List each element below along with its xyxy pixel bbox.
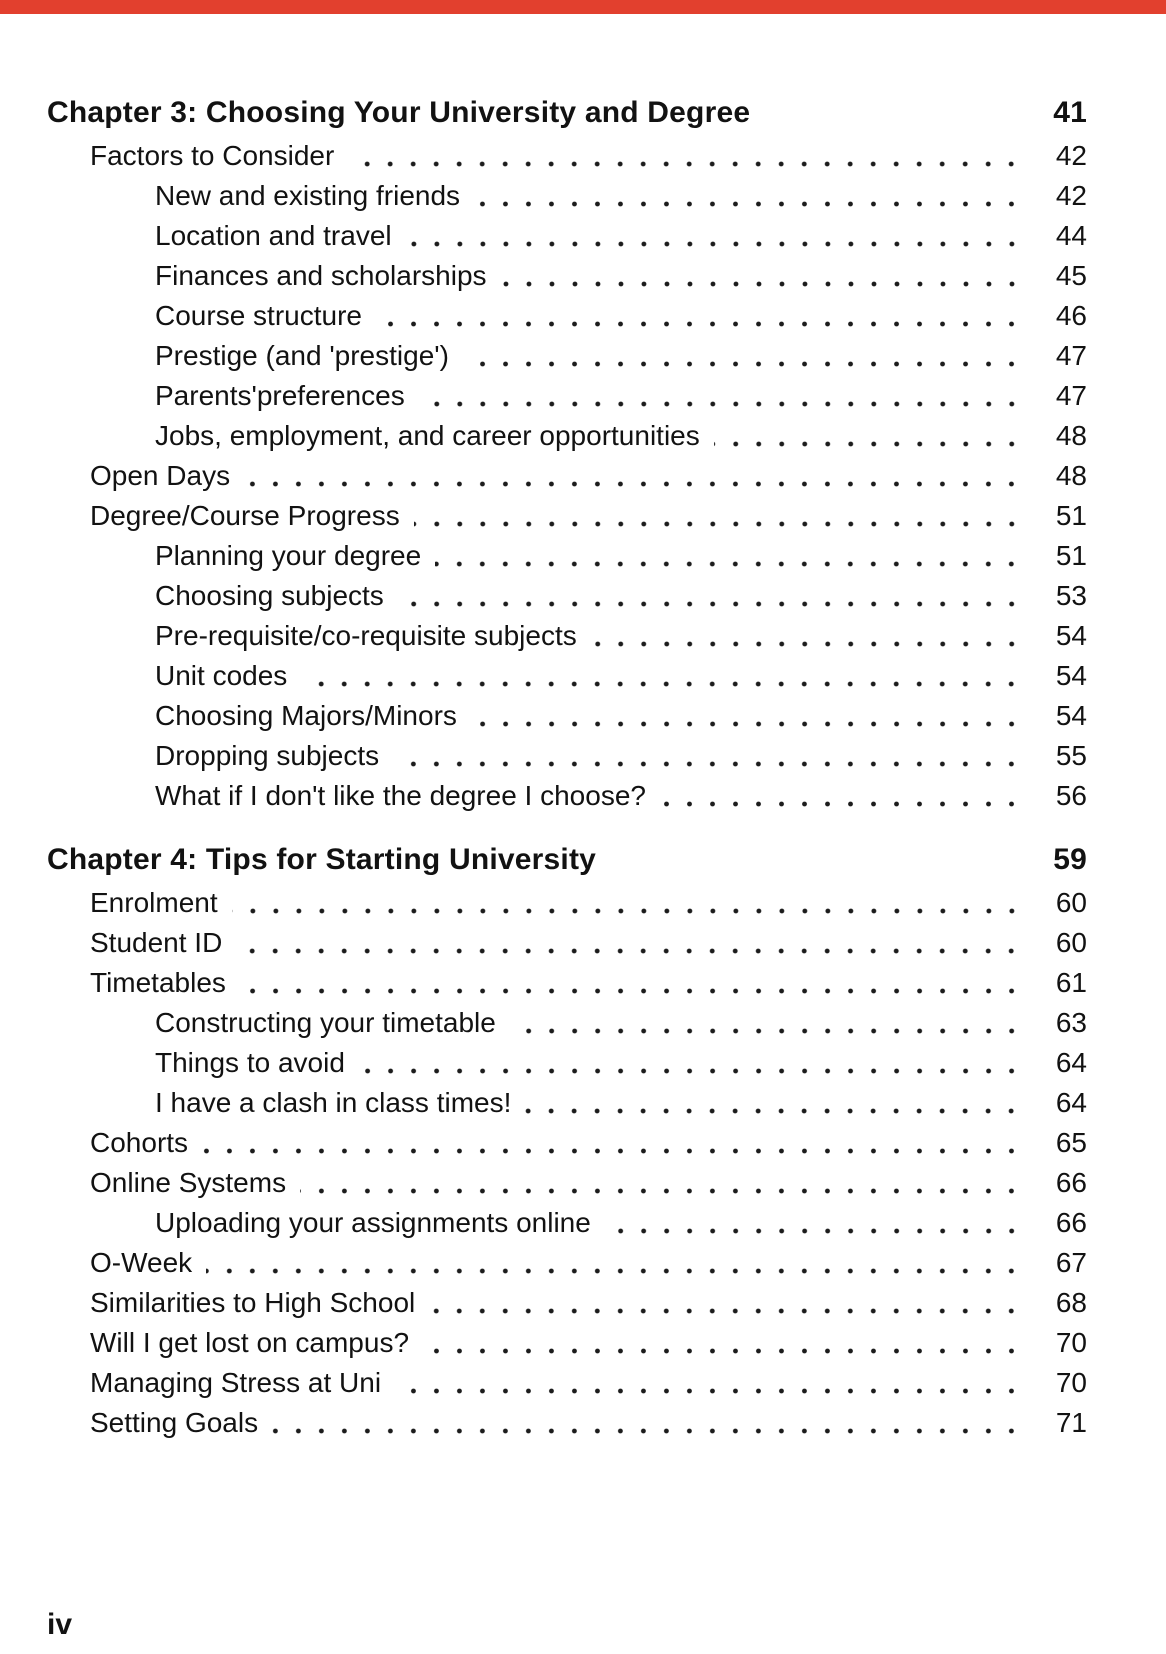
toc-entry-label: Location and travel <box>155 220 392 251</box>
chapter-heading-row <box>47 93 1087 133</box>
toc-entry-page-number: 44 <box>1055 220 1087 251</box>
toc-entry-page-number: 54 <box>1055 700 1087 731</box>
toc-entry-label: Student ID <box>90 927 223 958</box>
dot-leader <box>301 656 1029 696</box>
toc-entry-row <box>47 616 1087 656</box>
toc-entry-label: I have a clash in class times! <box>155 1087 512 1118</box>
toc-entry-label: Prestige (and 'prestige') <box>155 340 449 371</box>
toc-entry-page-number: 66 <box>1055 1207 1087 1238</box>
toc-entry-page-number: 42 <box>1055 140 1087 171</box>
toc-entry-label: Things to avoid <box>155 1047 345 1078</box>
dot-leader <box>393 736 1029 776</box>
dot-leader <box>300 1163 1029 1203</box>
toc-entry-label: Online Systems <box>90 1167 287 1198</box>
toc-entry-label: Uploading your assignments online <box>155 1207 591 1238</box>
toc-entry-row <box>47 1043 1087 1083</box>
toc-entry-label: Dropping subjects <box>155 740 380 771</box>
toc-entry-page-number: 68 <box>1055 1287 1087 1318</box>
toc-entry-page-number: 61 <box>1055 967 1087 998</box>
toc-entry-page-number: 51 <box>1055 540 1087 571</box>
dot-leader <box>359 1043 1029 1083</box>
toc-entry-label: New and existing friends <box>155 180 461 211</box>
toc-entry-label: Open Days <box>90 460 231 491</box>
dot-leader <box>348 136 1029 176</box>
toc-entry-page-number: 67 <box>1055 1247 1087 1278</box>
toc-entry-row <box>47 963 1087 1003</box>
toc-entry-page-number: 51 <box>1055 500 1087 531</box>
toc-entry-label: Parents'preferences <box>155 380 405 411</box>
toc-entry-label: Managing Stress at Uni <box>90 1367 382 1398</box>
toc-entry-label: Pre-requisite/co-requisite subjects <box>155 620 577 651</box>
toc-entry-label: Similarities to High School <box>90 1287 416 1318</box>
dot-leader <box>202 1123 1029 1163</box>
toc-entry-row <box>47 923 1087 963</box>
toc-entry-page-number: 47 <box>1055 380 1087 411</box>
toc-entry-page-number: 64 <box>1055 1047 1087 1078</box>
toc-entry-page-number: 60 <box>1055 887 1087 918</box>
toc-entry-page-number: 46 <box>1055 300 1087 331</box>
toc-entry-row <box>47 376 1087 416</box>
toc-entry-row <box>47 536 1087 576</box>
dot-leader <box>240 963 1029 1003</box>
toc-entry-label: Cohorts <box>90 1127 189 1158</box>
toc-chapter-section <box>47 840 1087 1443</box>
toc-entry-label: Choosing subjects <box>155 580 384 611</box>
toc-entry-row <box>47 256 1087 296</box>
dot-leader <box>429 1283 1029 1323</box>
toc-entry-row <box>47 1083 1087 1123</box>
toc-entry-label: Timetables <box>90 967 226 998</box>
dot-leader <box>605 1203 1029 1243</box>
toc-entry-label: Setting Goals <box>90 1407 259 1438</box>
toc-entry-page-number: 65 <box>1055 1127 1087 1158</box>
dot-leader <box>244 456 1029 496</box>
toc-entry-row <box>47 1003 1087 1043</box>
toc-entry-label: What if I don't like the degree I choose? <box>155 780 646 811</box>
toc-entry-label: Course structure <box>155 300 362 331</box>
dot-leader <box>591 616 1029 656</box>
dot-leader <box>525 1083 1029 1123</box>
toc-entry-row <box>47 496 1087 536</box>
dot-leader <box>435 536 1029 576</box>
toc-entry-row <box>47 1363 1087 1403</box>
toc-entry-page-number: 48 <box>1055 460 1087 491</box>
dot-leader <box>501 256 1029 296</box>
toc-entry-page-number: 66 <box>1055 1167 1087 1198</box>
toc-entry-row <box>47 176 1087 216</box>
dot-leader <box>236 923 1029 963</box>
toc-entry-label: Planning your degree <box>155 540 422 571</box>
toc-entry-row <box>47 883 1087 923</box>
toc-entry-row <box>47 1323 1087 1363</box>
toc-chapter-section <box>47 93 1087 816</box>
toc-entry-page-number: 70 <box>1055 1327 1087 1358</box>
dot-leader <box>474 176 1029 216</box>
toc-entry-page-number: 63 <box>1055 1007 1087 1038</box>
toc-entry-row <box>47 1283 1087 1323</box>
dot-leader <box>406 216 1029 256</box>
dot-leader <box>232 883 1029 923</box>
toc-entry-label: O-Week <box>90 1247 193 1278</box>
toc-entry-page-number: 55 <box>1055 740 1087 771</box>
toc-entry-page-number: 56 <box>1055 780 1087 811</box>
toc-entry-row <box>47 216 1087 256</box>
toc-entry-row <box>47 776 1087 816</box>
toc-entry-page-number: 47 <box>1055 340 1087 371</box>
toc-entry-label: Will I get lost on campus? <box>90 1327 410 1358</box>
toc-entry-page-number: 54 <box>1055 620 1087 651</box>
dot-leader <box>206 1243 1029 1283</box>
toc-entry-row <box>47 456 1087 496</box>
toc-entry-label: Unit codes <box>155 660 288 691</box>
toc-entry-label: Choosing Majors/Minors <box>155 700 457 731</box>
chapter-title: Chapter 4: Tips for Starting University <box>47 843 597 876</box>
chapter-title: Chapter 3: Choosing Your University and Degree <box>47 96 751 129</box>
dot-leader <box>471 696 1029 736</box>
toc-entry-row <box>47 136 1087 176</box>
toc-entry-row <box>47 696 1087 736</box>
toc-entry-page-number: 45 <box>1055 260 1087 291</box>
toc-entry-row <box>47 1123 1087 1163</box>
dot-leader <box>423 1323 1029 1363</box>
toc-entry-page-number: 54 <box>1055 660 1087 691</box>
toc-entry-label: Jobs, employment, and career opportunities <box>155 420 700 451</box>
dot-leader <box>414 496 1029 536</box>
toc-entry-row <box>47 416 1087 456</box>
toc-entry-row <box>47 736 1087 776</box>
toc-entry-row <box>47 336 1087 376</box>
dot-leader <box>376 296 1029 336</box>
toc-entry-page-number: 71 <box>1055 1407 1087 1438</box>
toc-entry-row <box>47 576 1087 616</box>
toc-entry-label: Constructing your timetable <box>155 1007 496 1038</box>
chapter-heading-row <box>47 840 1087 880</box>
dot-leader <box>660 776 1029 816</box>
toc-entry-page-number: 64 <box>1055 1087 1087 1118</box>
toc-entry-page-number: 48 <box>1055 420 1087 451</box>
dot-leader <box>714 416 1029 456</box>
table-of-contents <box>47 93 1087 1443</box>
dot-leader <box>395 1363 1029 1403</box>
dot-leader <box>272 1403 1029 1443</box>
toc-entry-row <box>47 1163 1087 1203</box>
folio-page-number: iv <box>47 1608 73 1641</box>
toc-entry-page-number: 42 <box>1055 180 1087 211</box>
red-accent-bar <box>0 0 1166 14</box>
dot-leader <box>510 1003 1029 1043</box>
toc-entry-label: Degree/Course Progress <box>90 500 400 531</box>
toc-entry-row <box>47 1203 1087 1243</box>
toc-entry-page-number: 53 <box>1055 580 1087 611</box>
toc-entry-row <box>47 656 1087 696</box>
dot-leader <box>398 576 1029 616</box>
toc-entry-page-number: 70 <box>1055 1367 1087 1398</box>
toc-entry-row <box>47 1403 1087 1443</box>
dot-leader <box>463 336 1029 376</box>
toc-entry-page-number: 60 <box>1055 927 1087 958</box>
chapter-page-number: 59 <box>1053 843 1087 876</box>
toc-entry-label: Factors to Consider <box>90 140 335 171</box>
toc-entry-row <box>47 296 1087 336</box>
toc-entry-label: Finances and scholarships <box>155 260 487 291</box>
chapter-page-number: 41 <box>1053 96 1087 129</box>
toc-entry-row <box>47 1243 1087 1283</box>
dot-leader <box>419 376 1029 416</box>
toc-entry-label: Enrolment <box>90 887 218 918</box>
